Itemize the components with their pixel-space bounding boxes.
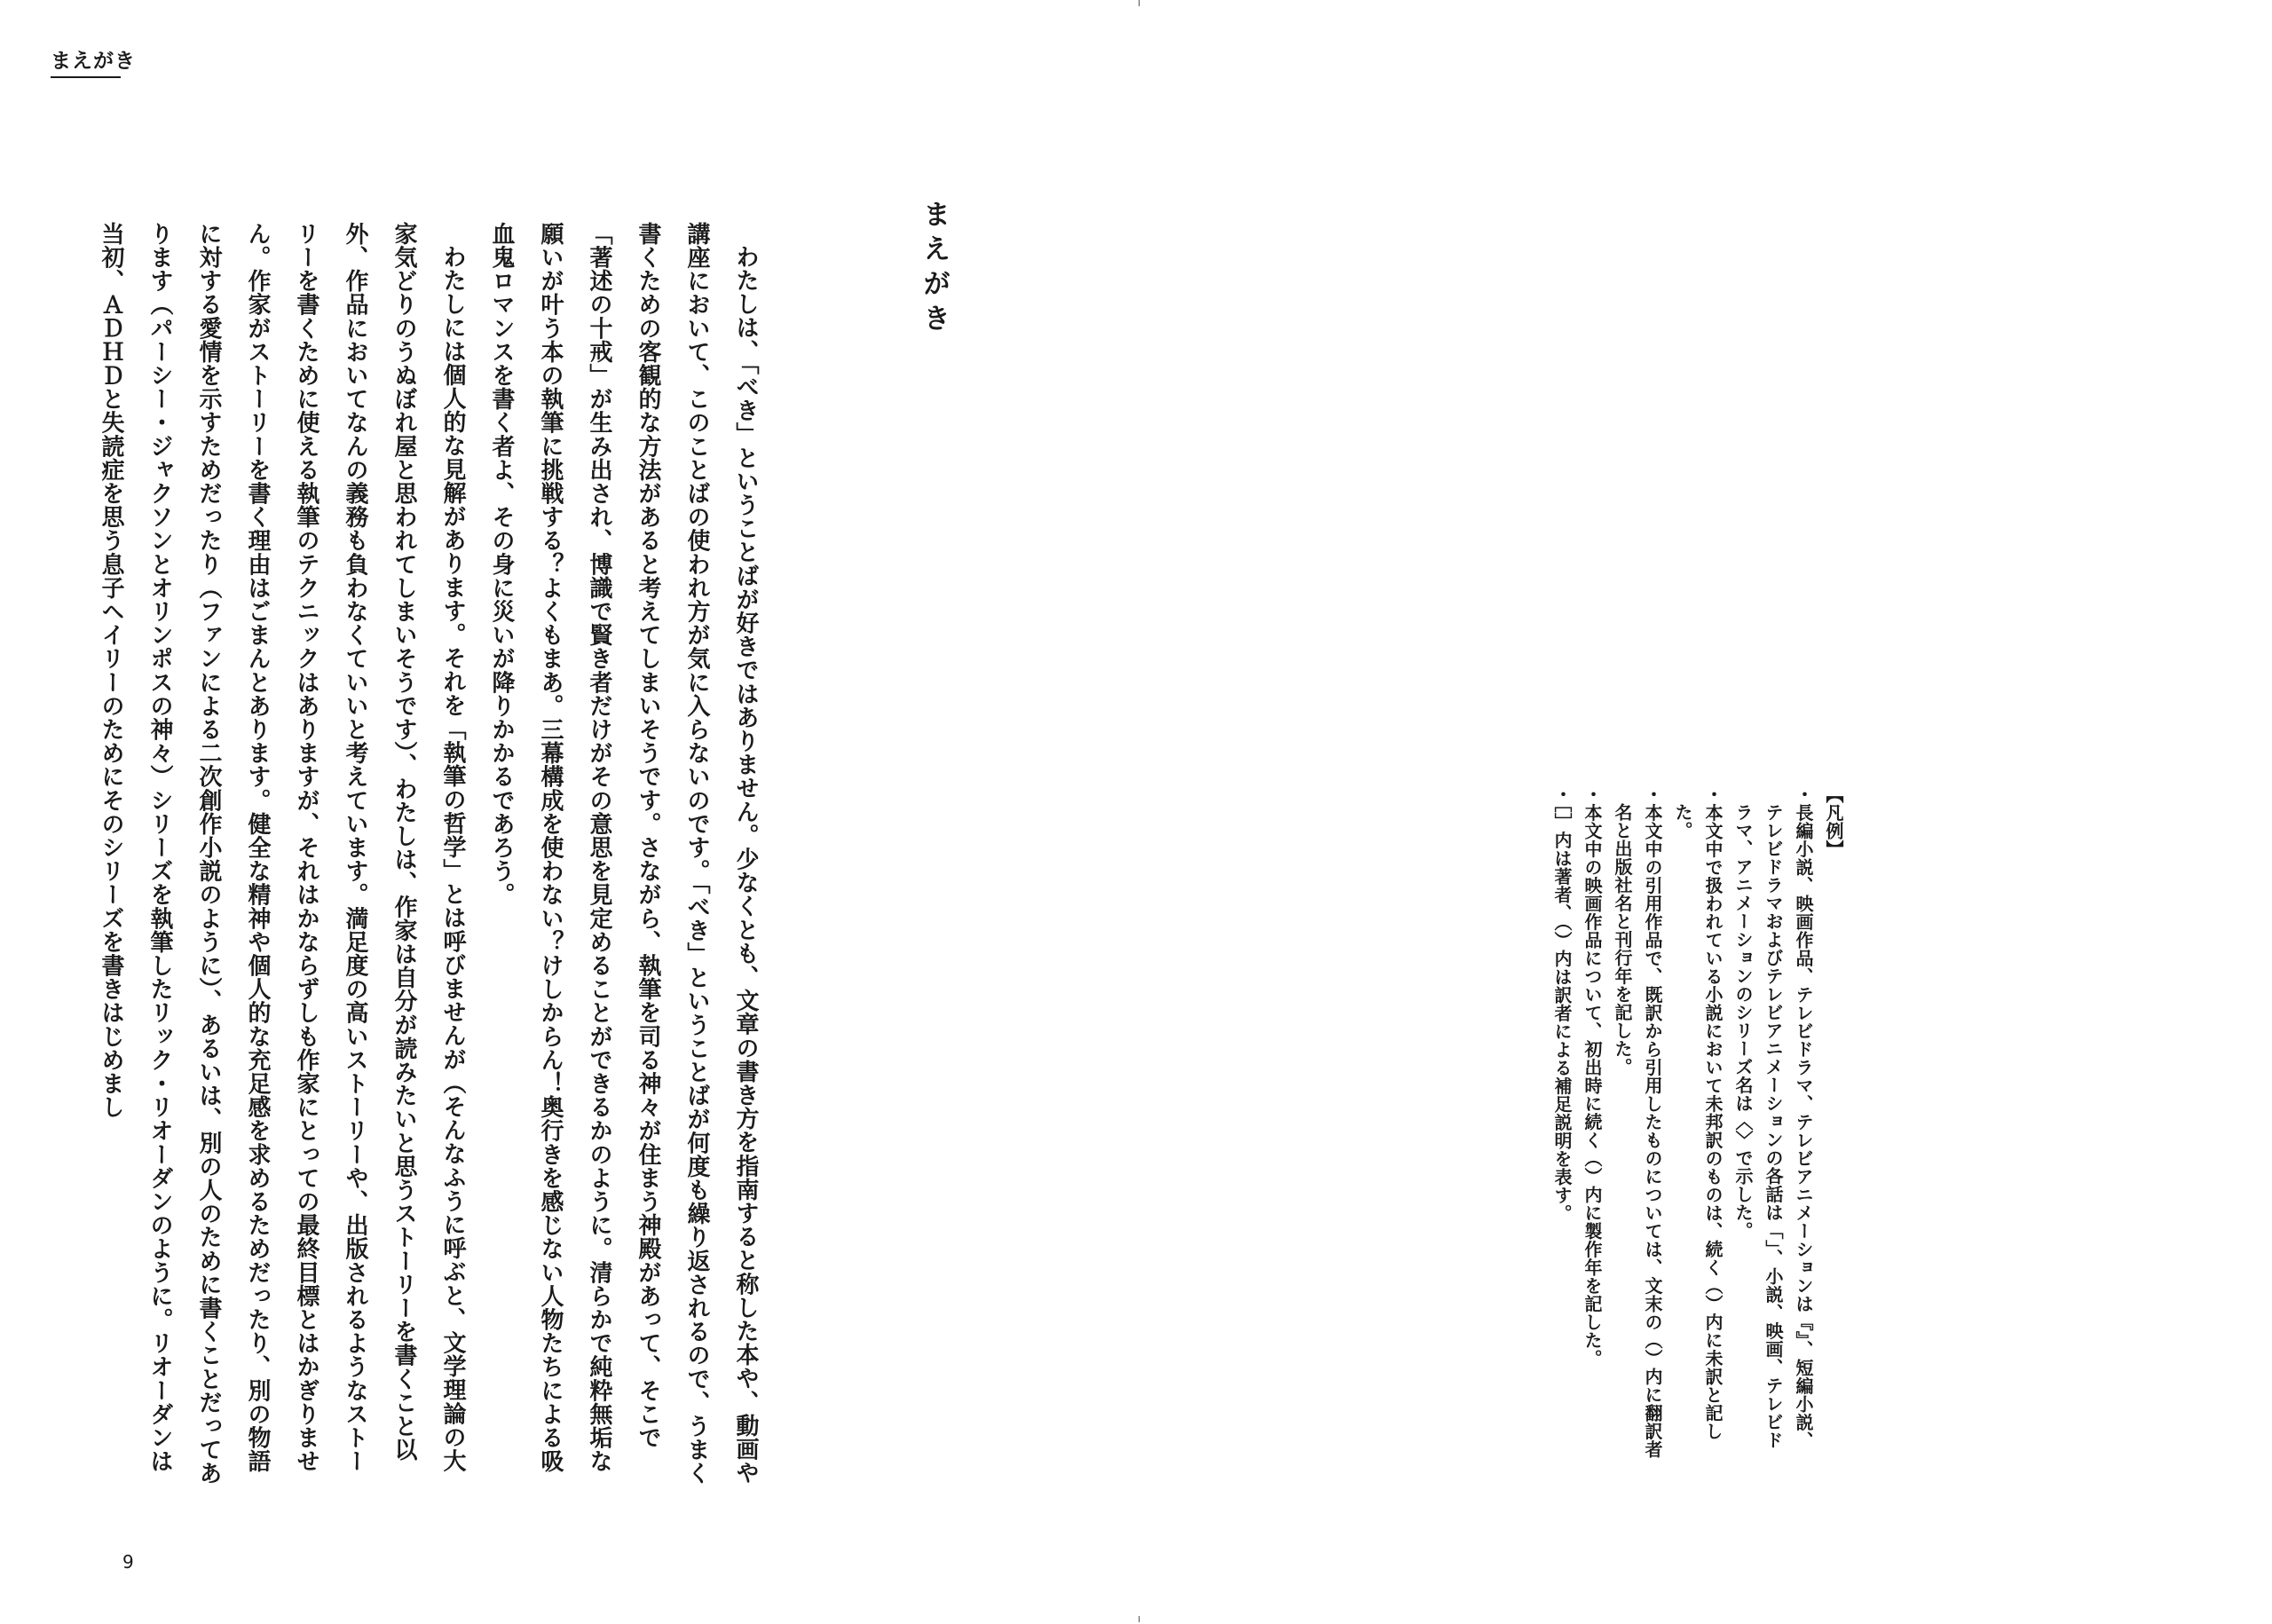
page-number: 9 bbox=[122, 1551, 134, 1573]
running-head-rule bbox=[51, 76, 121, 78]
notes-item: ・ 本文中の引用作品で、既訳から引用したものについては、文末の（）内に翻訳者名と出版社名と刊行年を記した。 bbox=[1607, 785, 1668, 1460]
notes-list bbox=[1547, 785, 1818, 1460]
running-head: まえがき bbox=[51, 50, 136, 73]
crop-mark-bottom bbox=[1139, 1616, 1140, 1622]
notes-item: ・ 長編小説、映画作品、テレビドラマ、テレビアニメーションは『』、短編小説、テレビドラマおよびテレビアニメーションの各話は「」、小説、映画、テレビドラマ、アニメーションのシリーズ名は〈〉で示した。 bbox=[1728, 785, 1818, 1460]
body-paragraph: わたしは、「べき」ということばが好きではありません。少なくとも、文章の書き方を指南すると称した本や、動画や講座において、このことばの使われ方が気に入らないのです。「べき」ということばが何度も繰り返されるので、うまく書くための客観的な方法があると考えてしまいそうです。さながら、執筆を司る神々が住まう神殿があって、そこで「著述の十戒」が生み出され、博識で賢き者だけがその意思を見定めることができるかのように。清らかで純粋無垢な願いが叶う本の執筆に挑戦する？よくもまあ。三幕構成を使わない？けしからん！奥行きを感じない人物たちによる吸血鬼ロマンスを書く者よ、その身に災いが降りかかるであろう。 bbox=[488, 222, 759, 1486]
editorial-notes bbox=[1547, 785, 1849, 1460]
body-paragraph: わたしには個人的な見解があります。それを「執筆の哲学」とは呼びませんが（そんなふうに呼ぶと、文学理論の大家気どりのうぬぼれ屋と思われてしまいそうです）、わたしは、作家は自分が読みたいと思うストーリーを書くこと以外、作品においてなんの義務も負わなくていいと考えています。満足度の高いストーリーや、出版されるようなストーリーを書くために使える執筆のテクニックはありますが、それはかならずしも作家にとっての最終目標とはかぎりません。作家がストーリーを書く理由はごまんとあります。健全な精神や個人的な充足感を求めるためだったり、別の物語に対する愛情を示すためだったり（ファンによる二次創作小説のように）、あるいは、別の人のために書くことだってあります（パーシー・ジャクソンとオリンポスの神々）シリーズを執筆したリック・リオーダンのように。リオーダンは当初、ＡＤＨＤと失読症を思う息子ヘイリーのためにそのシリーズを書きはじめまし bbox=[98, 222, 466, 1486]
crop-mark-top bbox=[1139, 0, 1140, 6]
notes-item: ・ ［］内は著者、（）内は訳者による補足説明を表す。 bbox=[1547, 785, 1577, 1460]
notes-item: ・ 本文中で扱われている小説において未邦訳のものは、続く（）内に未訳と記した。 bbox=[1668, 785, 1728, 1460]
notes-heading: 【凡例】 bbox=[1823, 785, 1844, 858]
body-text bbox=[86, 222, 769, 1491]
chapter-title: まえがき bbox=[918, 200, 951, 338]
notes-item: ・ 本文中の映画作品について、初出時に続く（）内に製作年を記した。 bbox=[1577, 785, 1607, 1460]
